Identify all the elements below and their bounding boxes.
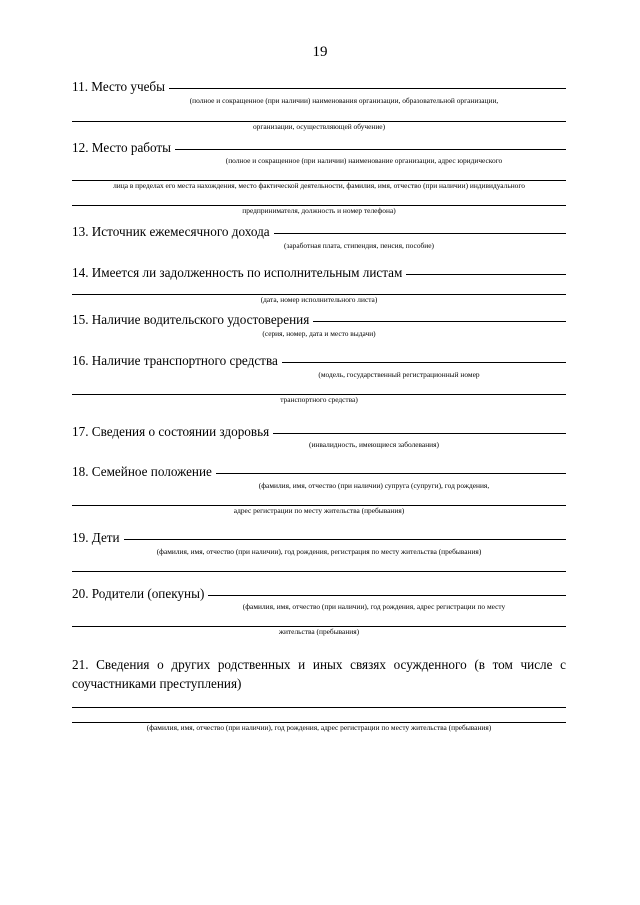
form-content — [72, 78, 566, 733]
fill-in-line[interactable] — [208, 595, 566, 596]
form-item-20 — [72, 585, 566, 638]
form-item-16-caption-2: транспортного средства) — [280, 394, 358, 404]
form-item-21 — [72, 655, 566, 733]
form-item-19-caption-1: (фамилия, имя, отчество (при наличии), год рождения, регистрация по месту жительства (пребывания) — [156, 546, 482, 556]
form-item-12-caption-2: лица в пределах его места нахождения, место фактической деятельности, фамилия, имя, отчество (при наличии) индивидуального — [113, 181, 525, 191]
form-item-18 — [72, 463, 566, 516]
form-item-11-caption-2: организации, осуществляющей обучение) — [252, 121, 386, 131]
form-item-11 — [72, 78, 566, 132]
form-item-20-caption-2: жительства (пребывания) — [278, 627, 360, 637]
fill-in-line[interactable] — [273, 433, 566, 434]
form-item-11-caption-1: (полное и сокращенное (при наличии) наименования организации, образовательной организации, — [189, 95, 499, 105]
form-item-12-caption-3: предпринимателя, должность и номер телефона) — [242, 206, 396, 216]
page-number: 19 — [312, 44, 328, 60]
form-item-14 — [72, 264, 566, 305]
form-item-13-caption-1: (заработная плата, стипендия, пенсия, пособие) — [284, 240, 434, 250]
form-item-16 — [72, 352, 566, 405]
fill-in-line[interactable] — [274, 233, 566, 234]
form-item-21-caption-1: (фамилия, имя, отчество (при наличии), год рождения, адрес регистрации по месту жительства (пребывания) — [146, 723, 492, 733]
fill-in-line[interactable] — [406, 274, 566, 275]
form-item-21-label: 21. Сведения о других родственных и иных связях осужденного (в том числе с соучастниками преступления) — [72, 657, 566, 692]
form-item-14-label: 14. Имеется ли задолженность по исполнительным листам — [72, 264, 403, 280]
fill-in-line[interactable] — [169, 88, 566, 89]
form-item-12-label: 12. Место работы — [72, 139, 172, 155]
form-item-13 — [72, 223, 566, 251]
form-item-18-caption-1: (фамилия, имя, отчество (при наличии) супруга (супруги), год рождения, — [258, 481, 490, 491]
form-item-11-label: 11. Место учебы — [72, 79, 166, 94]
form-item-19 — [72, 529, 566, 572]
form-item-15-label: 15. Наличие водительского удостоверения — [72, 312, 310, 328]
form-item-15 — [72, 311, 566, 339]
form-item-14-caption-1: (дата, номер исполнительного листа) — [260, 294, 378, 304]
form-item-16-caption-1: (модель, государственный регистрационный номер — [318, 369, 480, 379]
form-item-20-caption-1: (фамилия, имя, отчество (при наличии), год рождения, адрес регистрации по месту — [242, 602, 506, 612]
form-item-17-label: 17. Сведения о состоянии здоровья — [72, 423, 270, 439]
form-item-17-caption-1: (инвалидность, имеющиеся заболевания) — [309, 440, 439, 450]
fill-in-line[interactable] — [313, 321, 566, 322]
fill-in-line[interactable] — [72, 571, 566, 572]
form-item-17 — [72, 423, 566, 451]
form-item-12-caption-1: (полное и сокращенное (при наличии) наименование организации, адрес юридического — [225, 156, 503, 166]
fill-in-line[interactable] — [175, 149, 566, 150]
fill-in-line[interactable] — [124, 539, 566, 540]
form-item-20-label: 20. Родители (опекуны) — [72, 585, 205, 601]
form-item-18-caption-2: адрес регистрации по месту жительства (пребывания) — [233, 506, 405, 515]
form-item-19-label: 19. Дети — [72, 529, 120, 545]
form-item-16-label: 16. Наличие транспортного средства — [72, 353, 278, 369]
form-item-18-label: 18. Семейное положение — [72, 464, 212, 480]
fill-in-line[interactable] — [282, 362, 566, 363]
form-item-12 — [72, 139, 566, 216]
fill-in-line[interactable] — [216, 473, 566, 474]
form-item-13-label: 13. Источник ежемесячного дохода — [72, 224, 270, 239]
form-item-15-caption-1: (серия, номер, дата и место выдачи) — [262, 329, 376, 339]
